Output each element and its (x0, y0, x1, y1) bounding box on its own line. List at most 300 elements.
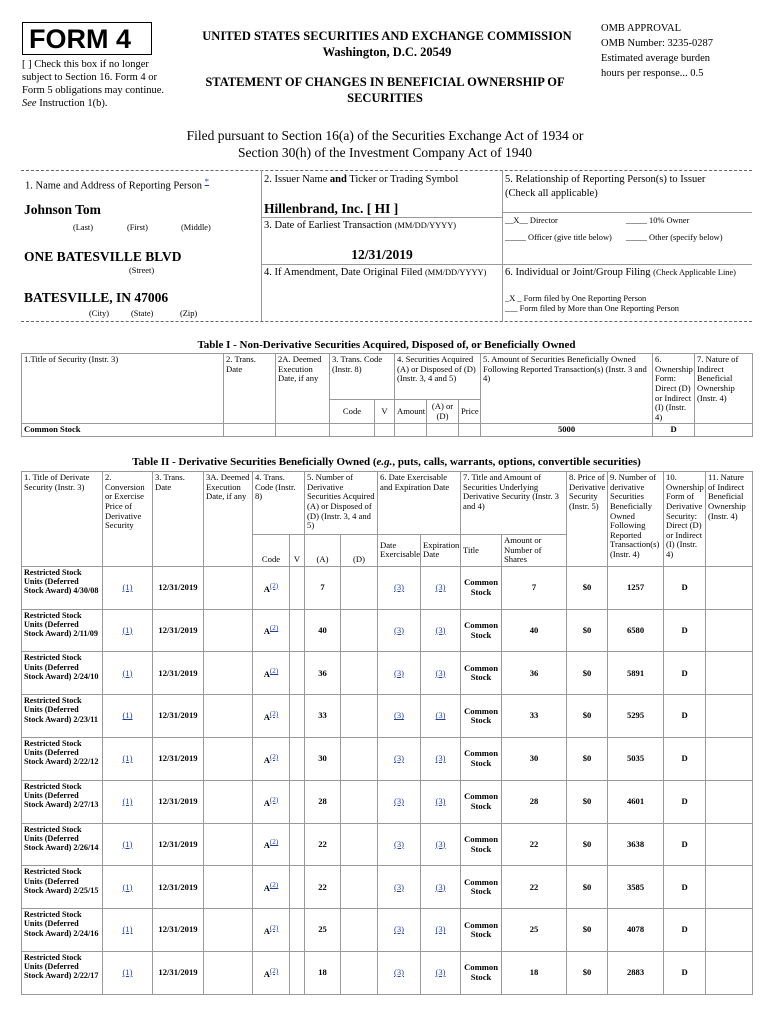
row-trans-date: 12/31/2019 (153, 609, 204, 652)
other-check: _____ Other (specify below) (626, 233, 723, 242)
conversion-footnote-link[interactable]: (1) (122, 624, 133, 635)
row-deemed-date (204, 609, 253, 652)
t1-sub-code: Code (330, 400, 375, 424)
row-trans-code (253, 566, 290, 609)
t2-sub-date-exercisable: Date Exercisable (378, 535, 421, 567)
code-footnote-link[interactable]: (2) (269, 752, 279, 761)
exercisable-footnote-link[interactable]: (3) (394, 795, 405, 806)
row-acquired: 40 (305, 609, 341, 652)
trans-code: A (263, 711, 270, 722)
table-row (22, 952, 753, 995)
agency-name: UNITED STATES SECURITIES AND EXCHANGE COMMISSION (202, 29, 572, 43)
exercisable-footnote-link[interactable]: (3) (394, 881, 405, 892)
row-v (290, 609, 305, 652)
row-underlying-title: Common Stock (461, 695, 502, 738)
row-nature (706, 566, 753, 609)
table-row (22, 652, 753, 695)
filed-pursuant-line1: Filed pursuant to Section 16(a) of the Securities Exchange Act of 1934 or (186, 128, 584, 143)
row-trans-code (253, 952, 290, 995)
conversion-footnote-link[interactable]: (1) (122, 838, 133, 849)
exercisable-footnote-link[interactable]: (3) (394, 710, 405, 721)
row-acquired: 25 (305, 909, 341, 952)
row-trans-date: 12/31/2019 (153, 566, 204, 609)
conversion-footnote-link[interactable]: (1) (122, 967, 133, 978)
earliest-transaction-label: 3. Date of Earliest Transaction (MM/DD/YYYY) (264, 220, 457, 231)
expiration-footnote-link[interactable]: (3) (435, 710, 446, 721)
reporting-person-name: Johnson Tom (24, 202, 101, 217)
conversion-footnote-cell (103, 738, 153, 781)
trans-code: A (263, 583, 270, 594)
row-deemed-date (204, 780, 253, 823)
row-ownership-form: D (664, 909, 706, 952)
t1-header-ownership-form: 6. Ownership Form: Direct (D) or Indirect (I) (Instr. 4) (653, 354, 695, 424)
t1-header-deemed: 2A. Deemed Execution Date, if any (276, 354, 330, 424)
street-address: ONE BATESVILLE BLVD (24, 249, 182, 264)
row-price: $0 (567, 823, 608, 866)
row-ownership-form: D (664, 738, 706, 781)
row-price: $0 (567, 866, 608, 909)
row-acquired: 28 (305, 780, 341, 823)
trans-code: A (263, 925, 270, 936)
table1 (21, 353, 753, 437)
row-acquired: 36 (305, 652, 341, 695)
table2-body (22, 566, 753, 994)
conversion-footnote-cell (103, 866, 153, 909)
row-nature (706, 652, 753, 695)
row-security: Restricted Stock Units (Deferred Stock Award) 2/22/12 (22, 738, 103, 781)
t1-header-acquired: 4. Securities Acquired (A) or Disposed of (D) (Instr. 3, 4 and 5) (395, 354, 481, 400)
row-underlying-title: Common Stock (461, 652, 502, 695)
trans-code: A (263, 797, 270, 808)
row-trans-code (253, 609, 290, 652)
table2 (21, 471, 753, 995)
row-owned: 3638 (608, 823, 664, 866)
expiration-footnote-cell (421, 823, 461, 866)
exercisable-footnote-cell (378, 952, 421, 995)
trans-code: A (263, 968, 270, 979)
earliest-transaction-date: 12/31/2019 (351, 247, 413, 262)
expiration-footnote-link[interactable]: (3) (435, 795, 446, 806)
row-deemed-date (204, 695, 253, 738)
row-trans-date: 12/31/2019 (153, 738, 204, 781)
table-row (22, 424, 753, 437)
expiration-footnote-cell (421, 866, 461, 909)
middle-label: (Middle) (181, 223, 211, 232)
row-nature (706, 780, 753, 823)
table-row (22, 566, 753, 609)
conversion-footnote-link[interactable]: (1) (122, 667, 133, 678)
t2-sub-amount: Amount or Number of Shares (502, 535, 567, 567)
code-footnote-link[interactable]: (2) (269, 624, 279, 633)
multiple-persons-check: ___ Form filed by More than One Reporting Person (505, 304, 679, 313)
exercisable-footnote-link[interactable]: (3) (394, 624, 405, 635)
t2-header-price: 8. Price of Derivative Security (Instr. 5) (567, 472, 608, 567)
omb-approval: OMB APPROVAL (601, 23, 682, 34)
row-owned: 3585 (608, 866, 664, 909)
conversion-footnote-cell (103, 952, 153, 995)
row-underlying-shares: 30 (502, 738, 567, 781)
exercisable-footnote-link[interactable]: (3) (394, 581, 405, 592)
row-underlying-shares: 22 (502, 866, 567, 909)
expiration-footnote-cell (421, 738, 461, 781)
expiration-footnote-link[interactable]: (3) (435, 881, 446, 892)
t2-sub-code: Code (253, 535, 290, 567)
exercisable-footnote-cell (378, 866, 421, 909)
row-trans-code (253, 909, 290, 952)
table2-title: Table II - Derivative Securities Beneficially Owned (e.g., puts, calls, warrants, options, convertible securities) (132, 456, 641, 468)
row-trans-date: 12/31/2019 (153, 695, 204, 738)
row-nature (706, 738, 753, 781)
row-ownership-form: D (664, 566, 706, 609)
statement-title: STATEMENT OF CHANGES IN BENEFICIAL OWNERSHIP OF SECURITIES (205, 75, 565, 106)
conversion-footnote-cell (103, 695, 153, 738)
conversion-footnote-link[interactable]: (1) (122, 581, 133, 592)
row-underlying-title: Common Stock (461, 952, 502, 995)
row-v (290, 566, 305, 609)
conversion-footnote-link[interactable]: (1) (122, 710, 133, 721)
t2-header-title: 1. Title of Derivate Security (Instr. 3) (22, 472, 103, 567)
expiration-footnote-cell (421, 909, 461, 952)
expiration-footnote-cell (421, 609, 461, 652)
director-check: __X__ Director (505, 216, 558, 225)
row-acquired: 22 (305, 823, 341, 866)
zip-label: (Zip) (180, 309, 198, 318)
t2-header-owned: 9. Number of derivative Securities Beneficially Owned Following Reported Transaction(s) (Instr. 4) (608, 472, 664, 567)
t2-header-underlying: 7. Title and Amount of Securities Underlying Derivative Security (Instr. 3 and 4) (461, 472, 567, 535)
state-label: (State) (131, 309, 154, 318)
check-box-notice: [ ] Check this box if no longer subject to Section 16. Form 4 or Form 5 obligations may continue. See Instruction 1(b). (22, 59, 165, 110)
city-label: (City) (89, 309, 110, 318)
row-security: Restricted Stock Units (Deferred Stock Award) 2/11/09 (22, 609, 103, 652)
row-owned: 1257 (608, 566, 664, 609)
exercisable-footnote-link[interactable]: (3) (394, 753, 405, 764)
conversion-footnote-link[interactable]: (1) (122, 753, 133, 764)
filing-label: 6. Individual or Joint/Group Filing (Check Applicable Line) (505, 267, 736, 278)
conversion-footnote-link[interactable]: (1) (122, 795, 133, 806)
row-ownership-form: D (664, 952, 706, 995)
one-person-check: _X _ Form filed by One Reporting Person (505, 294, 647, 303)
row-owned: 4601 (608, 780, 664, 823)
t1-row-security: Common Stock (22, 424, 224, 437)
conversion-footnote-cell (103, 652, 153, 695)
row-deemed-date (204, 823, 253, 866)
row-underlying-shares: 25 (502, 909, 567, 952)
row-underlying-title: Common Stock (461, 738, 502, 781)
row-trans-date: 12/31/2019 (153, 952, 204, 995)
row-v (290, 738, 305, 781)
exercisable-footnote-cell (378, 780, 421, 823)
reporting-person-footnote[interactable]: * (204, 176, 210, 186)
t2-header-ownership-form: 10. Ownership Form of Derivative Security: Direct (D) or Indirect (I) (Instr. 4) (664, 472, 706, 567)
row-disposed (341, 652, 378, 695)
row-trans-code (253, 652, 290, 695)
form-title-box (22, 22, 152, 55)
exercisable-footnote-cell (378, 909, 421, 952)
omb-burden: Estimated average burden (601, 52, 711, 64)
conversion-footnote-link[interactable]: (1) (122, 881, 133, 892)
omb-box (601, 22, 751, 82)
table-row (22, 780, 753, 823)
issuer-label: 2. Issuer Name and Ticker or Trading Symbol (264, 174, 459, 185)
exercisable-footnote-link[interactable]: (3) (394, 924, 405, 935)
row-disposed (341, 695, 378, 738)
section-mid-rule (21, 321, 752, 322)
t2-sub-title: Title (461, 535, 502, 567)
expiration-footnote-cell (421, 695, 461, 738)
row-acquired: 7 (305, 566, 341, 609)
t1-sub-v: V (375, 400, 395, 424)
t2-sub-a: (A) (305, 535, 341, 567)
t1-row-amount: 5000 (481, 424, 653, 437)
t2-header-code: 4. Trans. Code (Instr. 8) (253, 472, 305, 535)
row-trans-date: 12/31/2019 (153, 652, 204, 695)
exercisable-footnote-cell (378, 738, 421, 781)
row-deemed-date (204, 738, 253, 781)
expiration-footnote-link[interactable]: (3) (435, 624, 446, 635)
trans-code: A (263, 882, 270, 893)
row-underlying-shares: 36 (502, 652, 567, 695)
row-acquired: 22 (305, 866, 341, 909)
section-divider-2 (502, 170, 503, 321)
exercisable-footnote-cell (378, 566, 421, 609)
exercisable-footnote-cell (378, 652, 421, 695)
row-security: Restricted Stock Units (Deferred Stock Award) 2/25/15 (22, 866, 103, 909)
row-underlying-shares: 22 (502, 823, 567, 866)
conversion-footnote-cell (103, 566, 153, 609)
t1-header-amount-owned: 5. Amount of Securities Beneficially Owned Following Reported Transaction(s) (Instr. 3 and 4) (481, 354, 653, 424)
row-v (290, 652, 305, 695)
t1-row-form: D (653, 424, 695, 437)
row-underlying-title: Common Stock (461, 609, 502, 652)
row-nature (706, 866, 753, 909)
code-footnote-link[interactable]: (2) (269, 581, 279, 590)
row-acquired: 18 (305, 952, 341, 995)
table-row (22, 738, 753, 781)
table-row (22, 909, 753, 952)
exercisable-footnote-link[interactable]: (3) (394, 838, 405, 849)
conversion-footnote-link[interactable]: (1) (122, 924, 133, 935)
row-trans-date: 12/31/2019 (153, 866, 204, 909)
row-nature (706, 952, 753, 995)
t2-sub-d: (D) (341, 535, 378, 567)
row-trans-date: 12/31/2019 (153, 780, 204, 823)
row-trans-code (253, 866, 290, 909)
row-deemed-date (204, 652, 253, 695)
t1-header-code: 3. Trans. Code (Instr. 8) (330, 354, 395, 400)
officer-check: _____ Officer (give title below) (505, 233, 612, 242)
row-ownership-form: D (664, 823, 706, 866)
expiration-footnote-link[interactable]: (3) (435, 753, 446, 764)
conversion-footnote-cell (103, 823, 153, 866)
row-nature (706, 609, 753, 652)
row-trans-code (253, 823, 290, 866)
row-trans-date: 12/31/2019 (153, 823, 204, 866)
section-top-rule (21, 170, 752, 171)
expiration-footnote-cell (421, 952, 461, 995)
row-nature (706, 909, 753, 952)
t1-sub-price: Price (459, 400, 481, 424)
row-v (290, 780, 305, 823)
expiration-footnote-cell (421, 780, 461, 823)
reporting-person-label: 1. Name and Address of Reporting Person * (25, 176, 210, 192)
amendment-label: 4. If Amendment, Date Original Filed (MM/DD/YYYY) (264, 267, 487, 278)
t2-sub-v: V (290, 535, 305, 567)
row-underlying-shares: 40 (502, 609, 567, 652)
row-disposed (341, 952, 378, 995)
issuer-rule (261, 217, 502, 218)
row-ownership-form: D (664, 695, 706, 738)
row-underlying-shares: 18 (502, 952, 567, 995)
row-price: $0 (567, 566, 608, 609)
row-disposed (341, 609, 378, 652)
row-ownership-form: D (664, 780, 706, 823)
row-deemed-date (204, 566, 253, 609)
row-disposed (341, 823, 378, 866)
row-owned: 5035 (608, 738, 664, 781)
table1-title: Table I - Non-Derivative Securities Acquired, Disposed of, or Beneficially Owned (197, 339, 576, 351)
t1-header-nature: 7. Nature of Indirect Beneficial Ownership (Instr. 4) (695, 354, 753, 424)
row-price: $0 (567, 952, 608, 995)
code-footnote-link[interactable]: (2) (269, 881, 279, 890)
row-underlying-shares: 33 (502, 695, 567, 738)
issuer-rule-2 (261, 264, 752, 265)
row-owned: 5295 (608, 695, 664, 738)
omb-number: OMB Number: 3235-0287 (601, 37, 713, 49)
trans-code: A (263, 840, 270, 851)
t1-sub-amount: Amount (395, 400, 427, 424)
expiration-footnote-link[interactable]: (3) (435, 667, 446, 678)
row-security: Restricted Stock Units (Deferred Stock Award) 2/27/13 (22, 780, 103, 823)
row-deemed-date (204, 909, 253, 952)
row-price: $0 (567, 780, 608, 823)
row-disposed (341, 566, 378, 609)
table-row (22, 866, 753, 909)
expiration-footnote-link[interactable]: (3) (435, 967, 446, 978)
row-trans-date: 12/31/2019 (153, 909, 204, 952)
conversion-footnote-cell (103, 780, 153, 823)
row-owned: 4078 (608, 909, 664, 952)
row-disposed (341, 866, 378, 909)
row-v (290, 909, 305, 952)
row-price: $0 (567, 738, 608, 781)
t2-header-deemed: 3A. Deemed Execution Date, if any (204, 472, 253, 567)
row-underlying-title: Common Stock (461, 909, 502, 952)
row-trans-code (253, 780, 290, 823)
row-v (290, 866, 305, 909)
row-disposed (341, 909, 378, 952)
row-disposed (341, 738, 378, 781)
row-price: $0 (567, 609, 608, 652)
exercisable-footnote-link[interactable]: (3) (394, 667, 405, 678)
section-divider-1 (261, 170, 262, 321)
row-nature (706, 695, 753, 738)
code-footnote-link[interactable]: (2) (269, 923, 279, 932)
row-acquired: 33 (305, 695, 341, 738)
code-footnote-link[interactable]: (2) (269, 667, 279, 676)
exercisable-footnote-cell (378, 823, 421, 866)
row-underlying-title: Common Stock (461, 823, 502, 866)
t2-header-nature: 11. Nature of Indirect Beneficial Ownership (Instr. 4) (706, 472, 753, 567)
form-title: FORM 4 (29, 24, 132, 54)
row-underlying-title: Common Stock (461, 866, 502, 909)
row-security: Restricted Stock Units (Deferred Stock Award) 2/24/16 (22, 909, 103, 952)
conversion-footnote-cell (103, 609, 153, 652)
row-acquired: 30 (305, 738, 341, 781)
row-security: Restricted Stock Units (Deferred Stock Award) 4/30/08 (22, 566, 103, 609)
row-owned: 6580 (608, 609, 664, 652)
city-state-zip: BATESVILLE, IN 47006 (24, 290, 169, 305)
row-underlying-title: Common Stock (461, 566, 502, 609)
row-v (290, 695, 305, 738)
t2-header-date: 3. Trans. Date (153, 472, 204, 567)
code-footnote-link[interactable]: (2) (269, 795, 279, 804)
first-label: (First) (127, 223, 148, 232)
expiration-footnote-cell (421, 652, 461, 695)
row-nature (706, 823, 753, 866)
conversion-footnote-cell (103, 909, 153, 952)
row-v (290, 823, 305, 866)
ten-percent-owner-check: _____ 10% Owner (626, 216, 690, 225)
relationship-label: 5. Relationship of Reporting Person(s) to Issuer (Check all applicable) (505, 174, 706, 199)
row-v (290, 952, 305, 995)
exercisable-footnote-link[interactable]: (3) (394, 967, 405, 978)
expiration-footnote-link[interactable]: (3) (435, 581, 446, 592)
row-ownership-form: D (664, 609, 706, 652)
row-disposed (341, 780, 378, 823)
code-footnote-link[interactable]: (2) (269, 838, 279, 847)
row-underlying-shares: 28 (502, 780, 567, 823)
t2-header-dates: 6. Date Exercisable and Expiration Date (378, 472, 461, 535)
row-underlying-title: Common Stock (461, 780, 502, 823)
t2-sub-expiration: Expiration Date (421, 535, 461, 567)
table-row (22, 695, 753, 738)
row-trans-code (253, 695, 290, 738)
code-footnote-link[interactable]: (2) (269, 966, 279, 975)
trans-code: A (263, 626, 270, 637)
row-trans-code (253, 738, 290, 781)
table-row (22, 609, 753, 652)
row-price: $0 (567, 909, 608, 952)
row-ownership-form: D (664, 866, 706, 909)
relationship-rule (502, 212, 752, 213)
trans-code: A (263, 754, 270, 765)
row-deemed-date (204, 952, 253, 995)
row-security: Restricted Stock Units (Deferred Stock Award) 2/22/17 (22, 952, 103, 995)
filed-pursuant-line2: Section 30(h) of the Investment Company Act of 1940 (238, 145, 532, 160)
t1-header-title: 1.Title of Security (Instr. 3) (22, 354, 224, 424)
exercisable-footnote-cell (378, 609, 421, 652)
row-security: Restricted Stock Units (Deferred Stock Award) 2/23/11 (22, 695, 103, 738)
row-deemed-date (204, 866, 253, 909)
row-ownership-form: D (664, 652, 706, 695)
issuer-name: Hillenbrand, Inc. [ HI ] (264, 201, 399, 216)
t1-header-date: 2. Trans. Date (224, 354, 276, 424)
t2-header-number: 5. Number of Derivative Securities Acquired (A) or Disposed of (D) (Instr. 3, 4 and 5) (305, 472, 378, 535)
row-security: Restricted Stock Units (Deferred Stock Award) 2/26/14 (22, 823, 103, 866)
street-label: (Street) (129, 266, 155, 275)
trans-code: A (263, 668, 270, 679)
expiration-footnote-cell (421, 566, 461, 609)
expiration-footnote-link[interactable]: (3) (435, 838, 446, 849)
row-price: $0 (567, 695, 608, 738)
expiration-footnote-link[interactable]: (3) (435, 924, 446, 935)
row-price: $0 (567, 652, 608, 695)
code-footnote-link[interactable]: (2) (269, 709, 279, 718)
last-label: (Last) (73, 223, 93, 232)
t2-header-conversion: 2. Conversion or Exercise Price of Derivative Security (103, 472, 153, 567)
exercisable-footnote-cell (378, 695, 421, 738)
agency-city: Washington, D.C. 20549 (322, 45, 452, 59)
